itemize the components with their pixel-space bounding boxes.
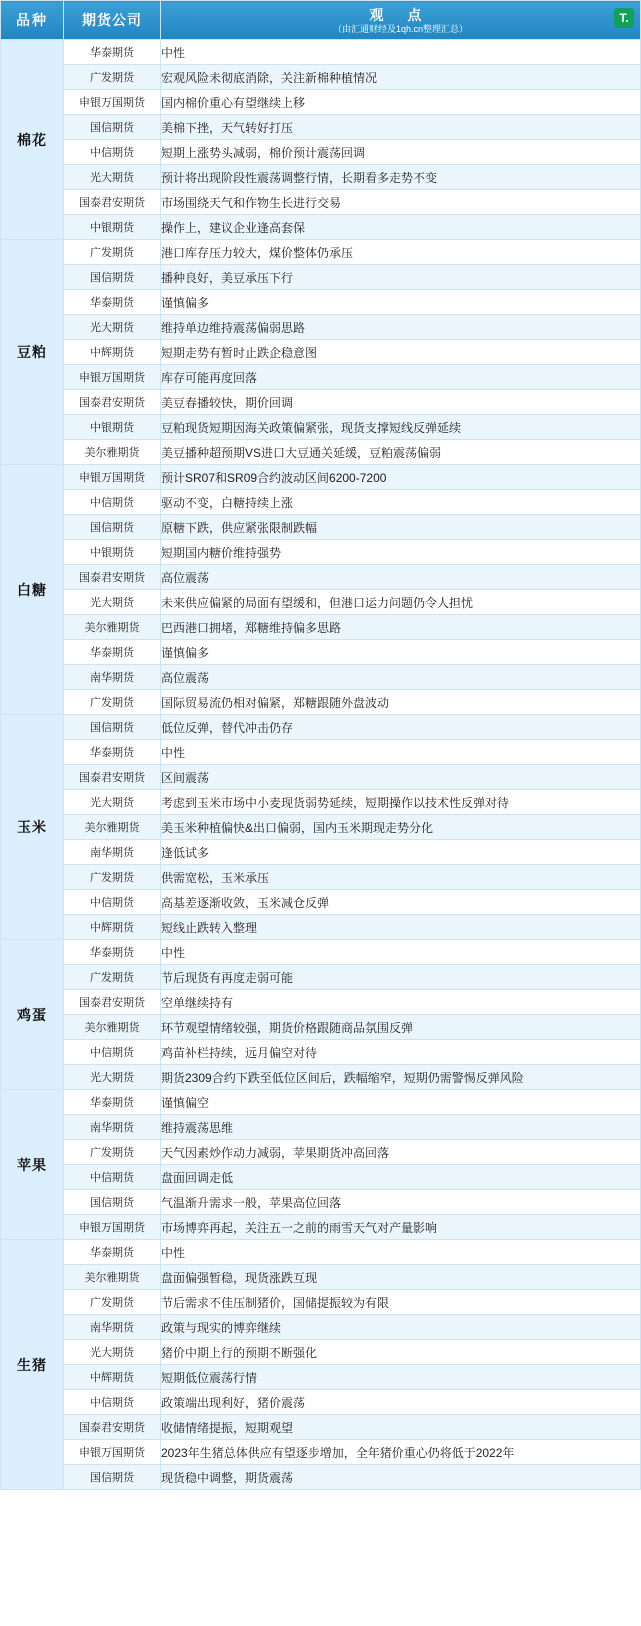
company-cell: 国信期货 bbox=[64, 265, 161, 290]
company-cell: 广发期货 bbox=[64, 965, 161, 990]
company-cell: 中信期货 bbox=[64, 1040, 161, 1065]
table-row bbox=[1, 490, 641, 515]
viewpoint-cell: 高基差逐渐收敛，玉米减仓反弹 bbox=[161, 890, 641, 915]
viewpoint-cell: 美豆播种超预期VS进口大豆通关延缓，豆粕震荡偏弱 bbox=[161, 440, 641, 465]
company-cell: 华泰期货 bbox=[64, 1240, 161, 1265]
table-row bbox=[1, 840, 641, 865]
company-cell: 华泰期货 bbox=[64, 40, 161, 65]
company-cell: 中信期货 bbox=[64, 1165, 161, 1190]
table-row bbox=[1, 1115, 641, 1140]
company-cell: 申银万国期货 bbox=[64, 90, 161, 115]
company-cell: 广发期货 bbox=[64, 1140, 161, 1165]
company-cell: 广发期货 bbox=[64, 865, 161, 890]
viewpoint-cell: 市场围绕天气和作物生长进行交易 bbox=[161, 190, 641, 215]
company-cell: 美尔雅期货 bbox=[64, 1015, 161, 1040]
viewpoint-cell: 区间震荡 bbox=[161, 765, 641, 790]
header-category: 品种 bbox=[1, 1, 64, 40]
company-cell: 申银万国期货 bbox=[64, 365, 161, 390]
table-row bbox=[1, 640, 641, 665]
table-row bbox=[1, 340, 641, 365]
table-row bbox=[1, 815, 641, 840]
viewpoint-cell: 天气因素炒作动力减弱，苹果期货冲高回落 bbox=[161, 1140, 641, 1165]
viewpoint-cell: 供需宽松，玉米承压 bbox=[161, 865, 641, 890]
table-row bbox=[1, 190, 641, 215]
company-cell: 申银万国期货 bbox=[64, 1215, 161, 1240]
company-cell: 南华期货 bbox=[64, 1315, 161, 1340]
company-cell: 美尔雅期货 bbox=[64, 615, 161, 640]
viewpoint-cell: 美豆春播较快，期价回调 bbox=[161, 390, 641, 415]
viewpoint-cell: 宏观风险未彻底消除，关注新棉种植情况 bbox=[161, 65, 641, 90]
company-cell: 美尔雅期货 bbox=[64, 1265, 161, 1290]
company-cell: 中信期货 bbox=[64, 490, 161, 515]
viewpoint-cell: 市场博弈再起，关注五一之前的雨雪天气对产量影响 bbox=[161, 1215, 641, 1240]
viewpoint-cell: 盘面回调走低 bbox=[161, 1165, 641, 1190]
table-row bbox=[1, 1015, 641, 1040]
header-viewpoint-title: 观 点 bbox=[369, 7, 432, 23]
company-cell: 广发期货 bbox=[64, 690, 161, 715]
company-cell: 中信期货 bbox=[64, 1390, 161, 1415]
company-cell: 华泰期货 bbox=[64, 1090, 161, 1115]
table-row bbox=[1, 1465, 641, 1490]
viewpoint-cell: 气温渐升需求一般，苹果高位回落 bbox=[161, 1190, 641, 1215]
company-cell: 申银万国期货 bbox=[64, 465, 161, 490]
table-row bbox=[1, 140, 641, 165]
viewpoint-cell: 考虑到玉米市场中小麦现货弱势延续，短期操作以技术性反弹对待 bbox=[161, 790, 641, 815]
company-cell: 国信期货 bbox=[64, 715, 161, 740]
viewpoint-cell: 谨慎偏空 bbox=[161, 1090, 641, 1115]
table-row bbox=[1, 990, 641, 1015]
viewpoint-cell: 港口库存压力较大，煤价整体仍承压 bbox=[161, 240, 641, 265]
company-cell: 广发期货 bbox=[64, 1290, 161, 1315]
viewpoint-cell: 短期国内糖价维持强势 bbox=[161, 540, 641, 565]
viewpoint-cell: 短期上涨势头减弱，棉价预计震荡回调 bbox=[161, 140, 641, 165]
table-row bbox=[1, 1240, 641, 1265]
viewpoint-cell: 巴西港口拥堵，郑糖维持偏多思路 bbox=[161, 615, 641, 640]
header-company: 期货公司 bbox=[64, 1, 161, 40]
table-row bbox=[1, 1215, 641, 1240]
company-cell: 南华期货 bbox=[64, 1115, 161, 1140]
viewpoint-cell: 短期低位震荡行情 bbox=[161, 1365, 641, 1390]
company-cell: 广发期货 bbox=[64, 65, 161, 90]
table-row bbox=[1, 515, 641, 540]
company-cell: 国泰君安期货 bbox=[64, 1415, 161, 1440]
table-row bbox=[1, 315, 641, 340]
table-row bbox=[1, 890, 641, 915]
viewpoint-cell: 库存可能再度回落 bbox=[161, 365, 641, 390]
viewpoint-cell: 驱动不变，白糖持续上涨 bbox=[161, 490, 641, 515]
viewpoint-cell: 美玉米种植偏快&出口偏弱，国内玉米期现走势分化 bbox=[161, 815, 641, 840]
company-cell: 国泰君安期货 bbox=[64, 565, 161, 590]
brand-logo-icon: T. bbox=[614, 8, 634, 28]
company-cell: 申银万国期货 bbox=[64, 1440, 161, 1465]
table-row bbox=[1, 1165, 641, 1190]
viewpoint-cell: 逢低试多 bbox=[161, 840, 641, 865]
viewpoint-cell: 现货稳中调整，期货震荡 bbox=[161, 1465, 641, 1490]
company-cell: 国泰君安期货 bbox=[64, 990, 161, 1015]
category-cell: 鸡蛋 bbox=[1, 940, 64, 1090]
table-row bbox=[1, 1440, 641, 1465]
company-cell: 国信期货 bbox=[64, 1190, 161, 1215]
table-row bbox=[1, 265, 641, 290]
table-row bbox=[1, 415, 641, 440]
viewpoint-cell: 收储情绪提振，短期观望 bbox=[161, 1415, 641, 1440]
category-cell: 生猪 bbox=[1, 1240, 64, 1490]
table-row bbox=[1, 690, 641, 715]
table-row bbox=[1, 765, 641, 790]
viewpoint-cell: 操作上，建议企业逢高套保 bbox=[161, 215, 641, 240]
company-cell: 国泰君安期货 bbox=[64, 190, 161, 215]
table-row bbox=[1, 465, 641, 490]
viewpoint-cell: 短期走势有暂时止跌企稳意图 bbox=[161, 340, 641, 365]
table-row bbox=[1, 740, 641, 765]
table-row bbox=[1, 390, 641, 415]
category-cell: 白糖 bbox=[1, 465, 64, 715]
company-cell: 华泰期货 bbox=[64, 740, 161, 765]
viewpoint-cell: 豆粕现货短期因海关政策偏紧张，现货支撑短线反弹延续 bbox=[161, 415, 641, 440]
table-row bbox=[1, 1390, 641, 1415]
viewpoint-cell: 播种良好，美豆承压下行 bbox=[161, 265, 641, 290]
viewpoint-cell: 环节观望情绪较强，期货价格跟随商品氛围反弹 bbox=[161, 1015, 641, 1040]
viewpoint-cell: 美棉下挫，天气转好打压 bbox=[161, 115, 641, 140]
table-row bbox=[1, 1140, 641, 1165]
company-cell: 中辉期货 bbox=[64, 340, 161, 365]
table-row bbox=[1, 1365, 641, 1390]
table-row bbox=[1, 865, 641, 890]
company-cell: 国泰君安期货 bbox=[64, 390, 161, 415]
table-row bbox=[1, 915, 641, 940]
table-row bbox=[1, 790, 641, 815]
viewpoint-cell: 政策端出现利好，猪价震荡 bbox=[161, 1390, 641, 1415]
company-cell: 光大期货 bbox=[64, 1340, 161, 1365]
company-cell: 华泰期货 bbox=[64, 290, 161, 315]
company-cell: 国信期货 bbox=[64, 1465, 161, 1490]
viewpoint-cell: 谨慎偏多 bbox=[161, 290, 641, 315]
viewpoint-cell: 高位震荡 bbox=[161, 565, 641, 590]
viewpoint-cell: 政策与现实的博弈继续 bbox=[161, 1315, 641, 1340]
company-cell: 美尔雅期货 bbox=[64, 440, 161, 465]
viewpoint-cell: 原糖下跌，供应紧张限制跌幅 bbox=[161, 515, 641, 540]
table-row bbox=[1, 615, 641, 640]
viewpoint-cell: 中性 bbox=[161, 40, 641, 65]
company-cell: 中银期货 bbox=[64, 215, 161, 240]
viewpoint-cell: 中性 bbox=[161, 1240, 641, 1265]
table-header-row bbox=[1, 1, 641, 40]
table-row bbox=[1, 1340, 641, 1365]
viewpoint-cell: 中性 bbox=[161, 740, 641, 765]
company-cell: 中信期货 bbox=[64, 140, 161, 165]
company-cell: 中信期货 bbox=[64, 890, 161, 915]
viewpoint-cell: 谨慎偏多 bbox=[161, 640, 641, 665]
category-cell: 苹果 bbox=[1, 1090, 64, 1240]
company-cell: 南华期货 bbox=[64, 665, 161, 690]
viewpoint-cell: 鸡苗补栏持续，远月偏空对待 bbox=[161, 1040, 641, 1065]
table-row bbox=[1, 65, 641, 90]
company-cell: 美尔雅期货 bbox=[64, 815, 161, 840]
header-viewpoint-subtitle: （由汇通财经及1qh.cn整理汇总） bbox=[332, 24, 469, 34]
viewpoint-cell: 节后现货有再度走弱可能 bbox=[161, 965, 641, 990]
viewpoint-cell: 猪价中期上行的预期不断强化 bbox=[161, 1340, 641, 1365]
table-row bbox=[1, 365, 641, 390]
table-row bbox=[1, 1315, 641, 1340]
category-cell: 豆粕 bbox=[1, 240, 64, 465]
viewpoint-cell: 空单继续持有 bbox=[161, 990, 641, 1015]
table-row bbox=[1, 165, 641, 190]
table-row bbox=[1, 115, 641, 140]
company-cell: 国泰君安期货 bbox=[64, 765, 161, 790]
viewpoint-cell: 节后需求不佳压制猪价，国储提振较为有限 bbox=[161, 1290, 641, 1315]
company-cell: 中辉期货 bbox=[64, 915, 161, 940]
company-cell: 光大期货 bbox=[64, 790, 161, 815]
company-cell: 光大期货 bbox=[64, 165, 161, 190]
company-cell: 光大期货 bbox=[64, 590, 161, 615]
viewpoint-cell: 高位震荡 bbox=[161, 665, 641, 690]
company-cell: 中银期货 bbox=[64, 540, 161, 565]
table-row bbox=[1, 1290, 641, 1315]
table-row bbox=[1, 240, 641, 265]
viewpoint-cell: 期货2309合约下跌至低位区间后，跌幅缩窄，短期仍需警惕反弹风险 bbox=[161, 1065, 641, 1090]
company-cell: 南华期货 bbox=[64, 840, 161, 865]
table-row bbox=[1, 440, 641, 465]
header-viewpoint bbox=[161, 1, 641, 40]
category-cell: 棉花 bbox=[1, 40, 64, 240]
company-cell: 中辉期货 bbox=[64, 1365, 161, 1390]
company-cell: 广发期货 bbox=[64, 240, 161, 265]
viewpoint-cell: 未来供应偏紧的局面有望缓和，但港口运力问题仍令人担忧 bbox=[161, 590, 641, 615]
viewpoint-cell: 短线止跌转入整理 bbox=[161, 915, 641, 940]
table-row bbox=[1, 1190, 641, 1215]
company-cell: 国信期货 bbox=[64, 115, 161, 140]
company-cell: 华泰期货 bbox=[64, 940, 161, 965]
table-row bbox=[1, 940, 641, 965]
table-row bbox=[1, 665, 641, 690]
viewpoint-cell: 预计将出现阶段性震荡调整行情，长期看多走势不变 bbox=[161, 165, 641, 190]
table-row bbox=[1, 965, 641, 990]
viewpoint-cell: 中性 bbox=[161, 940, 641, 965]
table-row bbox=[1, 40, 641, 65]
viewpoint-cell: 盘面偏强暂稳，现货涨跌互现 bbox=[161, 1265, 641, 1290]
viewpoint-cell: 低位反弹，替代冲击仍存 bbox=[161, 715, 641, 740]
table-row bbox=[1, 565, 641, 590]
company-cell: 华泰期货 bbox=[64, 640, 161, 665]
company-cell: 光大期货 bbox=[64, 315, 161, 340]
table-row bbox=[1, 540, 641, 565]
table-row bbox=[1, 1415, 641, 1440]
viewpoint-cell: 国际贸易流仍相对偏紧，郑糖跟随外盘波动 bbox=[161, 690, 641, 715]
table-row bbox=[1, 1065, 641, 1090]
table-row bbox=[1, 1265, 641, 1290]
viewpoint-cell: 维持震荡思维 bbox=[161, 1115, 641, 1140]
table-row bbox=[1, 590, 641, 615]
table-row bbox=[1, 1090, 641, 1115]
table-row bbox=[1, 90, 641, 115]
table-body bbox=[1, 40, 641, 1490]
company-cell: 光大期货 bbox=[64, 1065, 161, 1090]
viewpoint-cell: 2023年生猪总体供应有望逐步增加，全年猪价重心仍将低于2022年 bbox=[161, 1440, 641, 1465]
company-cell: 中银期货 bbox=[64, 415, 161, 440]
viewpoint-cell: 维持单边维持震荡偏弱思路 bbox=[161, 315, 641, 340]
table-row bbox=[1, 1040, 641, 1065]
table-row bbox=[1, 715, 641, 740]
category-cell: 玉米 bbox=[1, 715, 64, 940]
viewpoint-cell: 国内棉价重心有望继续上移 bbox=[161, 90, 641, 115]
viewpoint-cell: 预计SR07和SR09合约波动区间6200-7200 bbox=[161, 465, 641, 490]
table-row bbox=[1, 215, 641, 240]
table-row bbox=[1, 290, 641, 315]
company-cell: 国信期货 bbox=[64, 515, 161, 540]
